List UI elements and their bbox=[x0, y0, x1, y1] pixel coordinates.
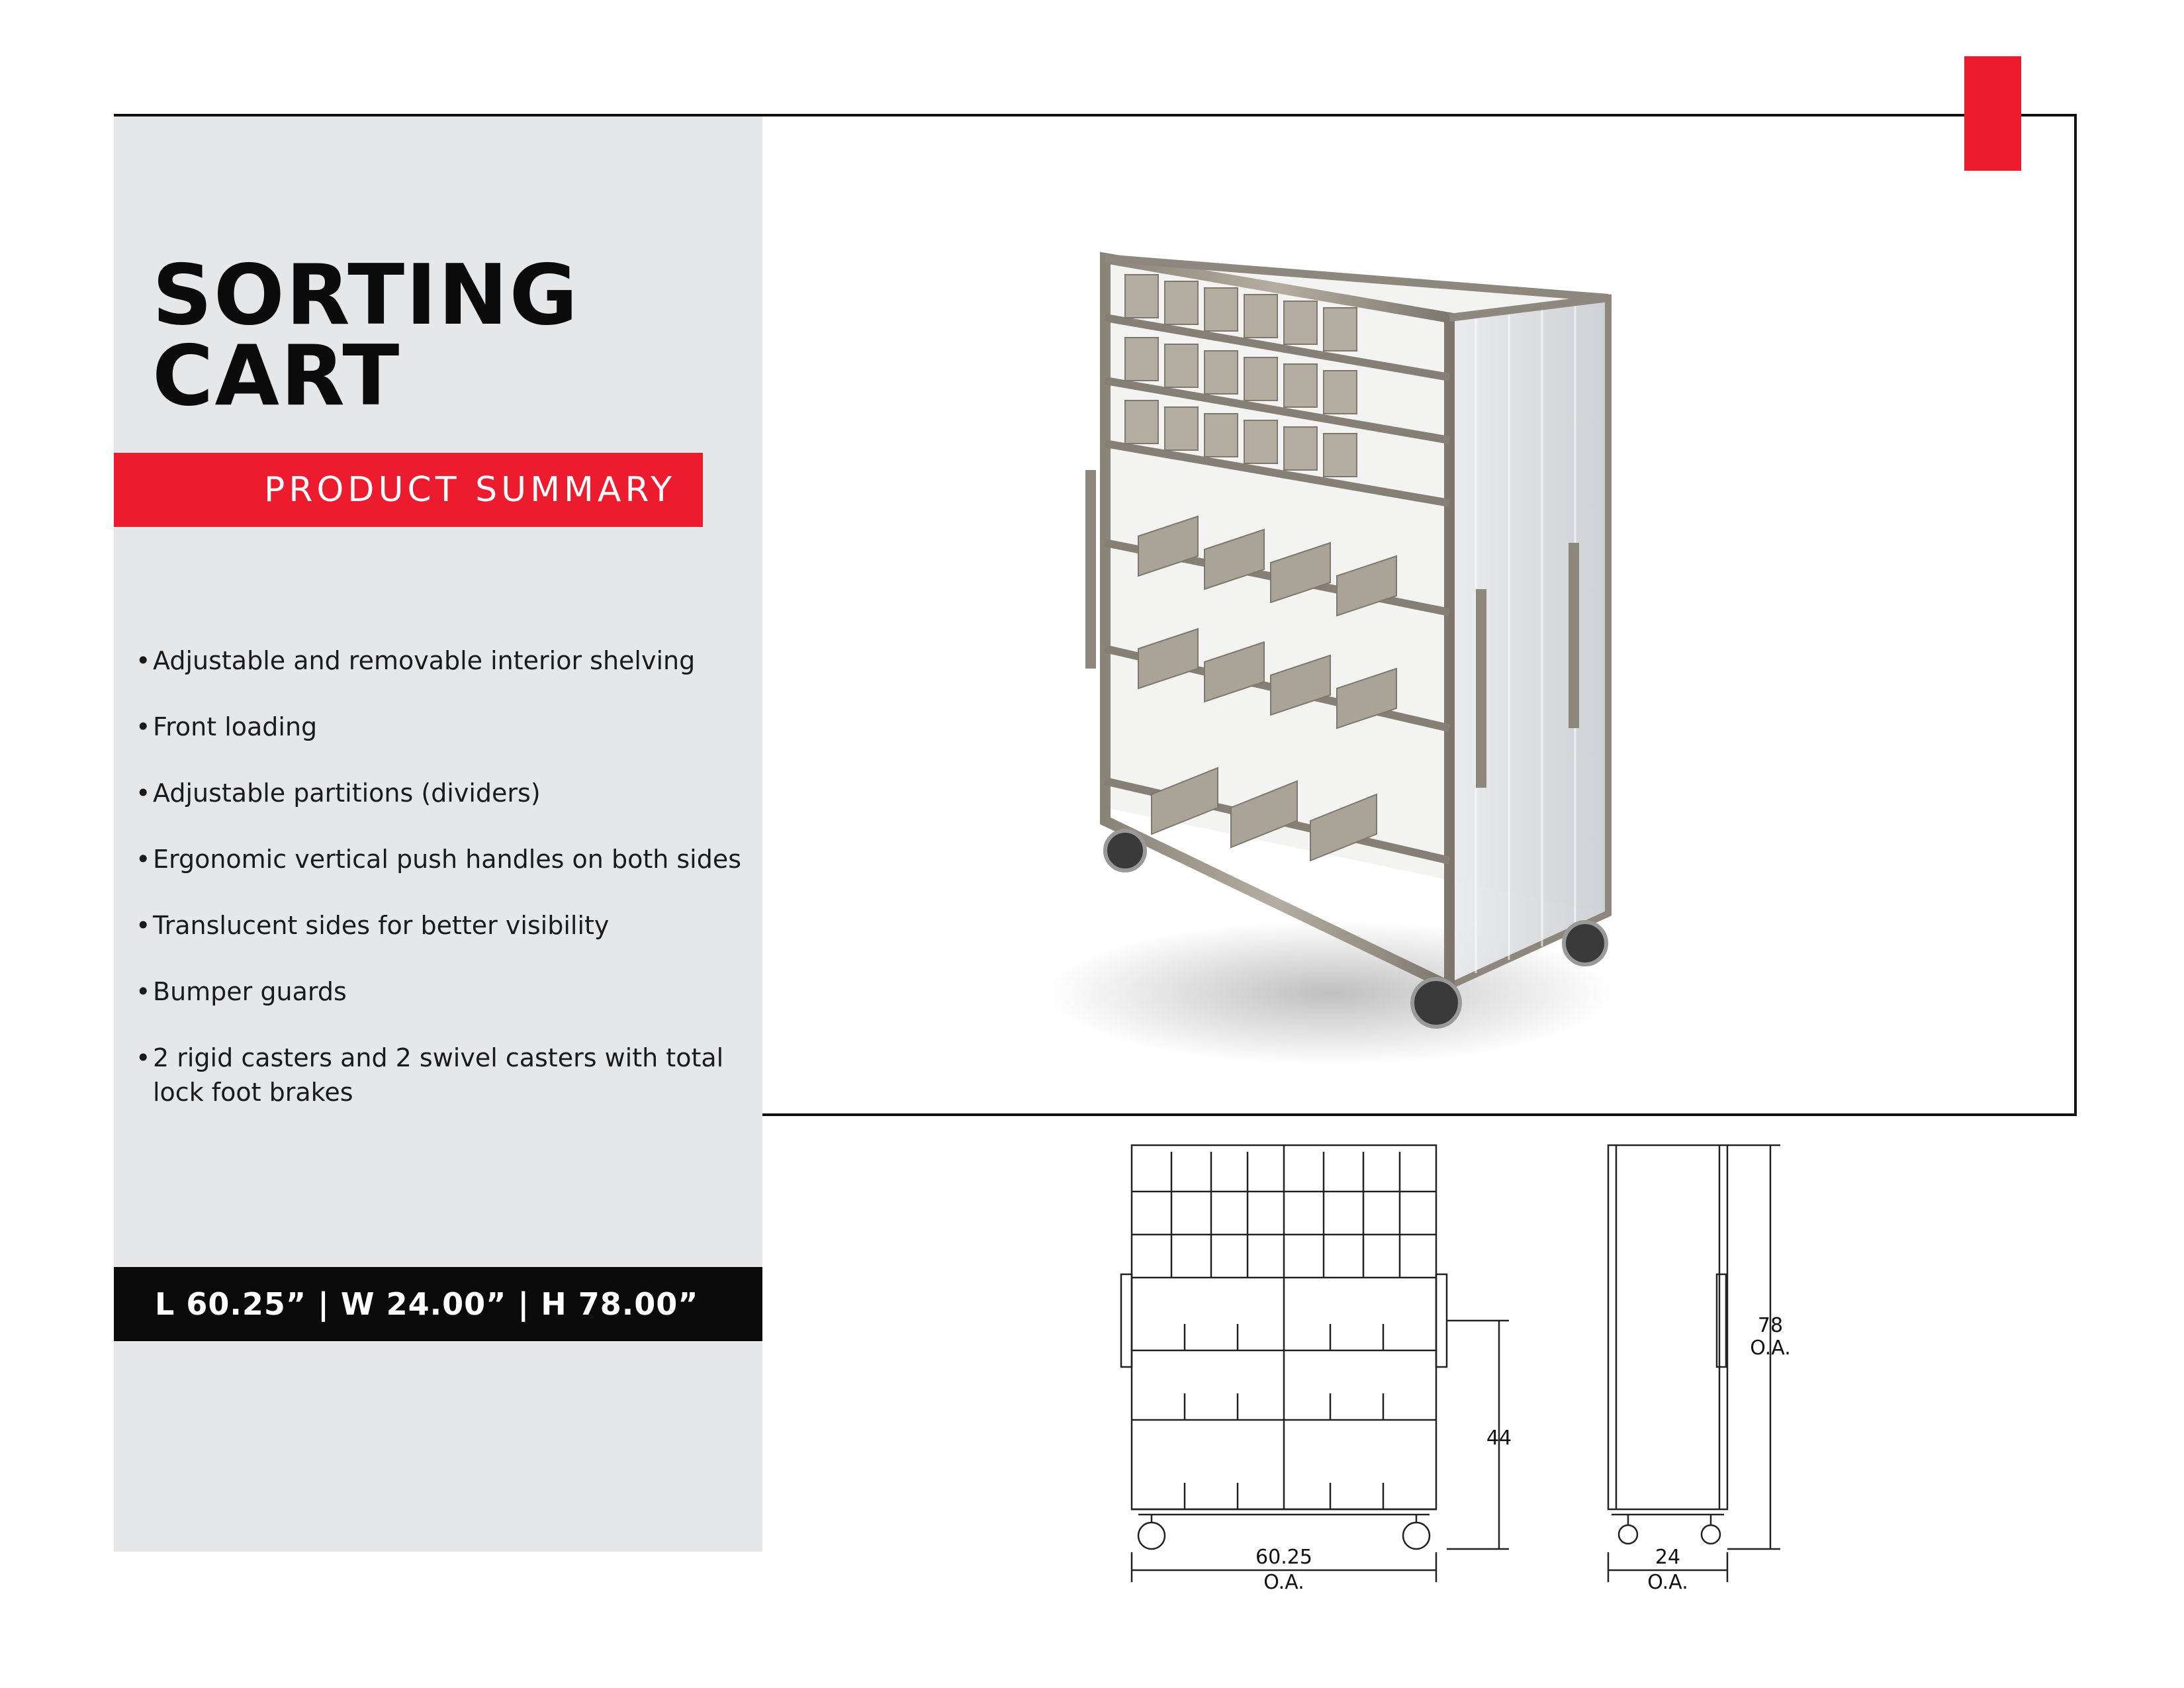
overall-height-suffix: O.A. bbox=[1750, 1336, 1791, 1360]
front-width-value: 60.25 bbox=[1255, 1546, 1312, 1569]
title-line-2: CART bbox=[152, 327, 401, 424]
product-summary-bar bbox=[114, 453, 703, 527]
overall-height-value: 78 bbox=[1757, 1314, 1784, 1337]
feature-item: • Ergonomic vertical push handles on both sides bbox=[136, 842, 745, 876]
dimension-drawing bbox=[1105, 1125, 1860, 1615]
dimensions-label: L 60.25” | W 24.00” | H 78.00” bbox=[155, 1286, 699, 1322]
title-line-1: SORTING bbox=[152, 246, 579, 344]
feature-item: • Translucent sides for better visibility bbox=[136, 908, 745, 943]
side-width-suffix: O.A. bbox=[1647, 1571, 1688, 1594]
feature-item: • 2 rigid casters and 2 swivel casters with total lock foot brakes bbox=[136, 1041, 745, 1109]
feature-item: • Bumper guards bbox=[136, 974, 745, 1009]
feature-item: • Adjustable partitions (dividers) bbox=[136, 776, 745, 810]
front-width-suffix: O.A. bbox=[1263, 1571, 1304, 1594]
feature-item: • Front loading bbox=[136, 710, 745, 744]
handle-height-value: 44 bbox=[1486, 1427, 1512, 1450]
dimensions-bar bbox=[114, 1267, 762, 1341]
feature-list bbox=[136, 643, 745, 1141]
page-title bbox=[152, 246, 748, 424]
corner-accent-tab bbox=[1964, 56, 2021, 171]
sorting-cart-image bbox=[986, 225, 1635, 1086]
feature-item: • Adjustable and removable interior shelving bbox=[136, 643, 745, 678]
product-summary-label: PRODUCT SUMMARY bbox=[264, 470, 676, 510]
side-width-value: 24 bbox=[1655, 1546, 1681, 1569]
